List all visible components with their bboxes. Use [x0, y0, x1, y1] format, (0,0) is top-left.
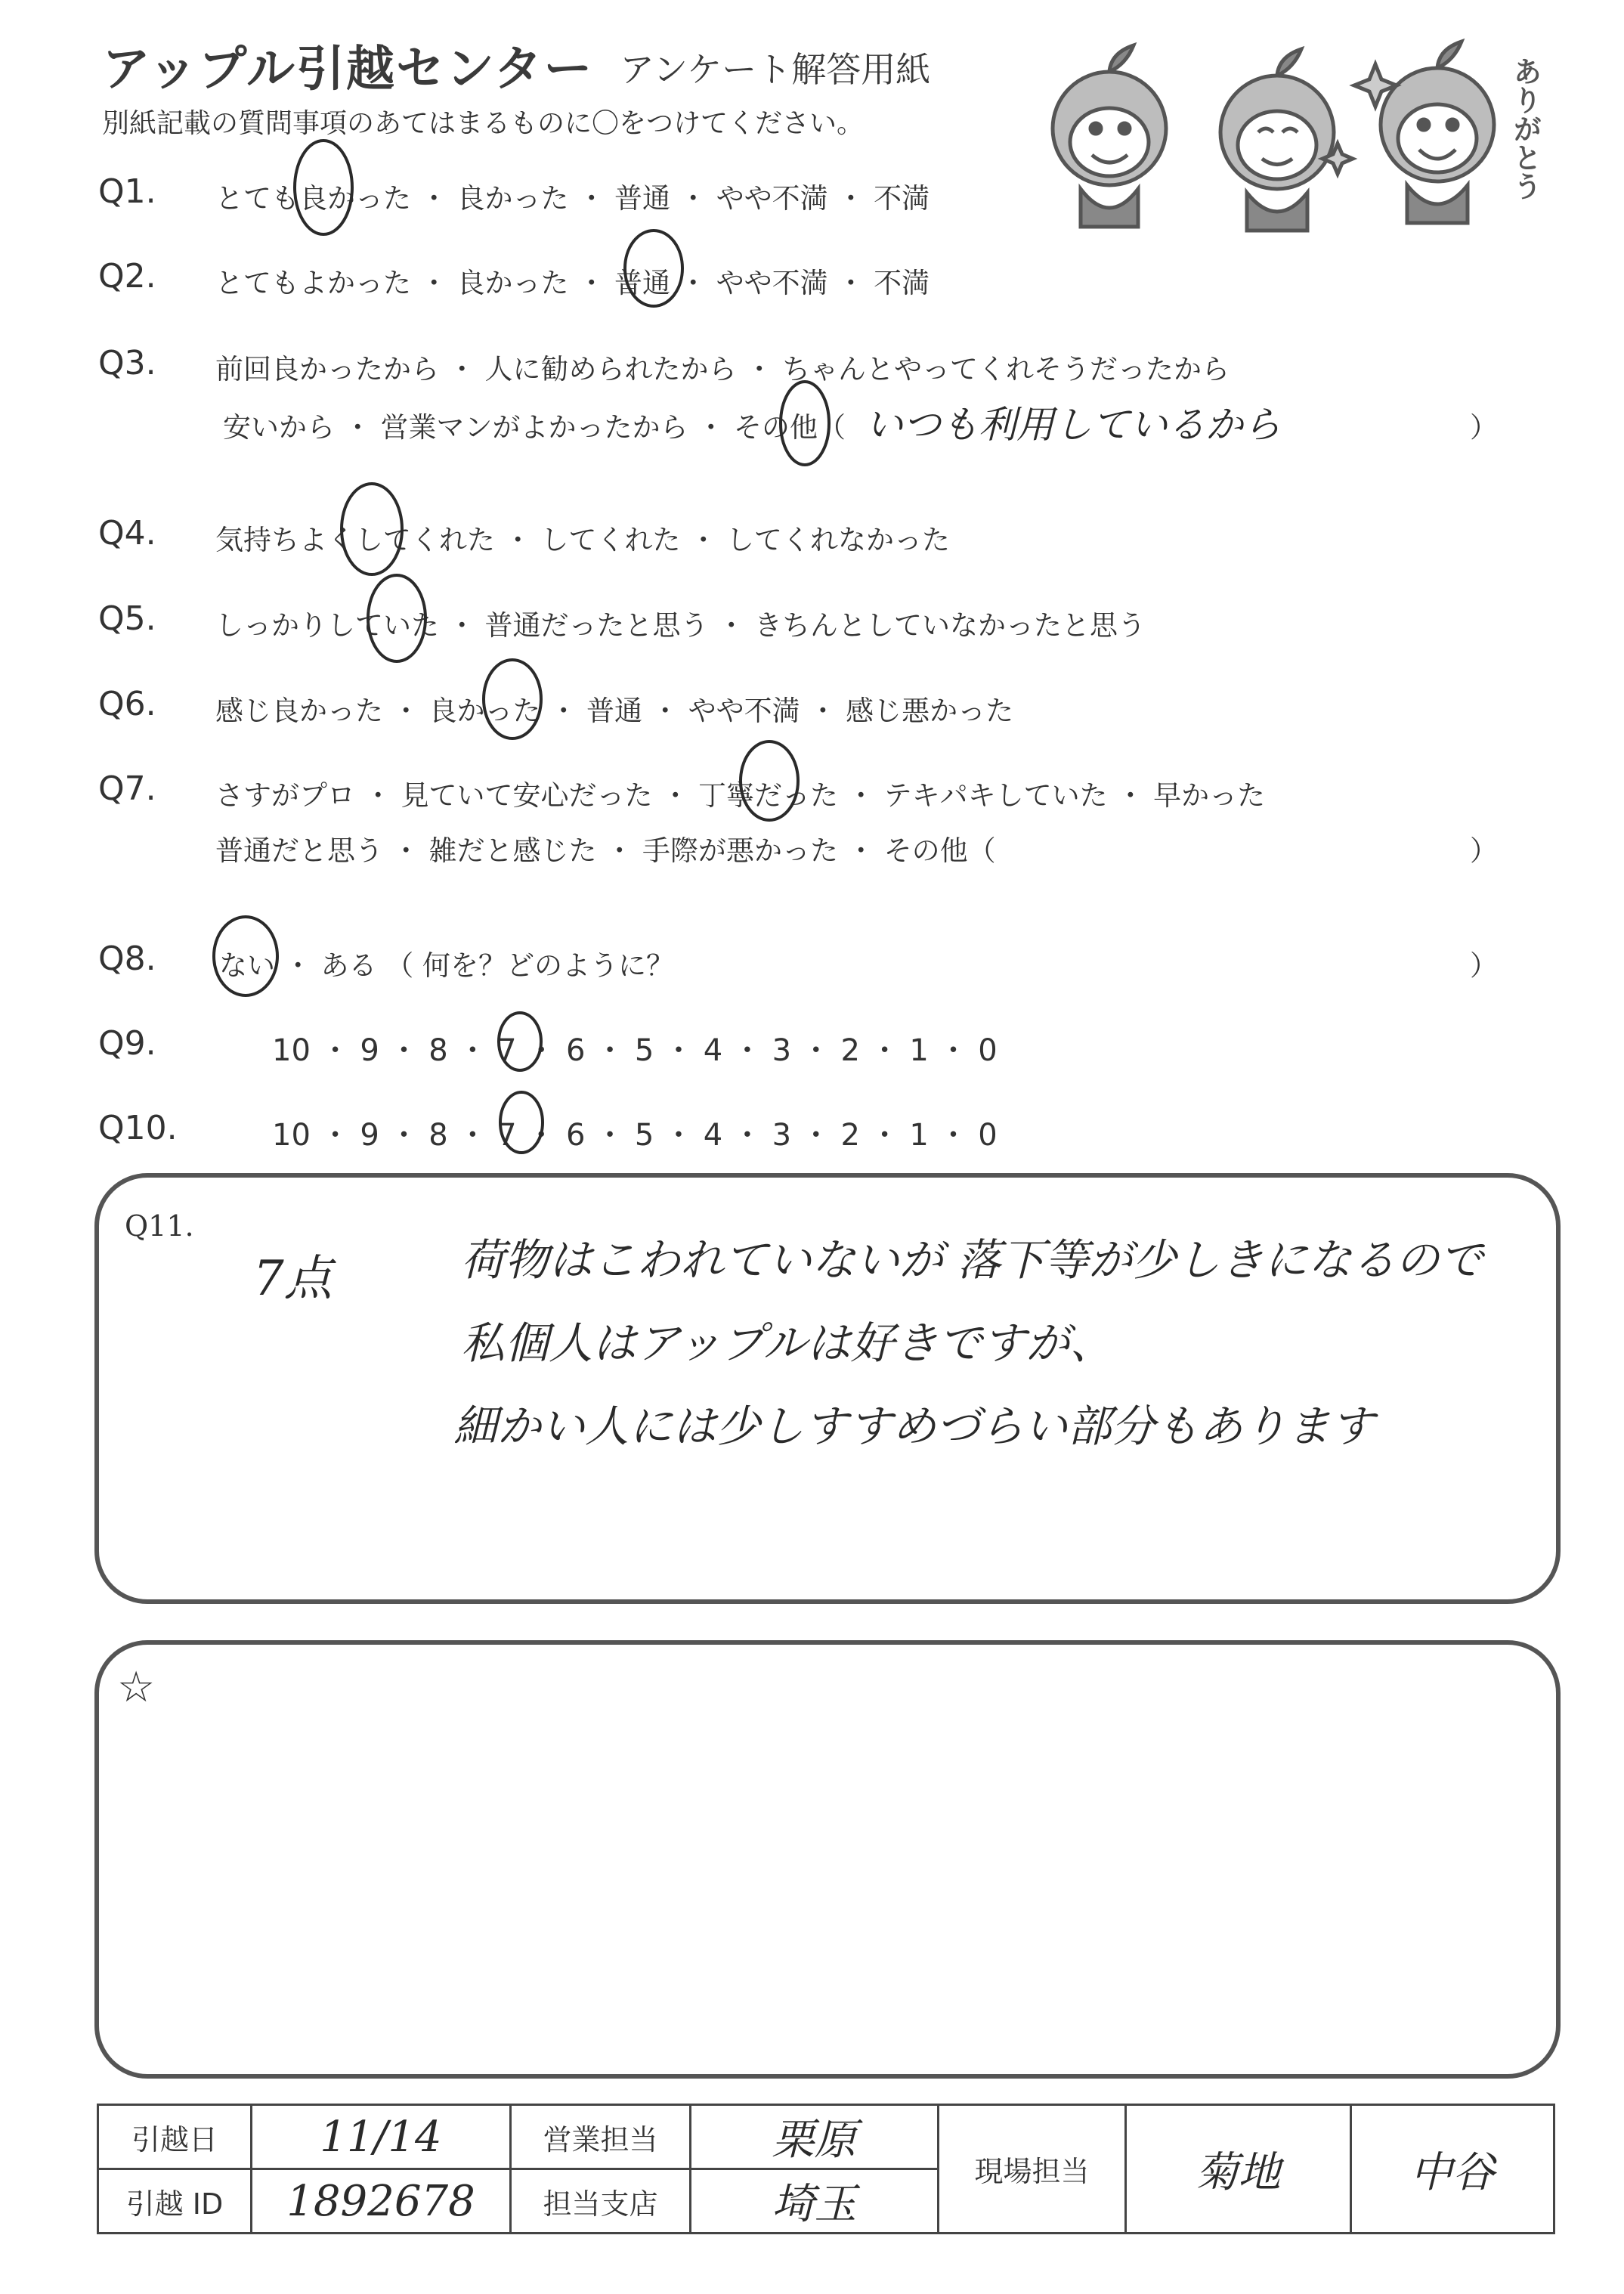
q11-comment-line-1: 荷物はこわれていないが 落下等が少しきになるので [461, 1234, 1483, 1286]
q5-label: Q5. [98, 599, 156, 638]
q8-close-paren: ） [1470, 949, 1498, 982]
q9-selection-circle [499, 1013, 541, 1070]
thanks-text: ありがとう [1508, 57, 1542, 200]
move-id-label: 引越 ID [98, 2169, 252, 2234]
q11-comment-line-3: 細かい人には少しすすめづらい部分もあります [453, 1401, 1375, 1452]
branch-value [691, 2169, 939, 2234]
move-date-label: 引越日 [98, 2105, 252, 2169]
q2-options: とてもよかった ・ 良かった ・ 普通 ・ やや不満 ・ 不満 [215, 267, 930, 299]
q4-selection-circle [342, 484, 402, 574]
footer-info-table [97, 2104, 1555, 2234]
q10-selection-circle [500, 1092, 543, 1153]
move-id-handwritten: 1892678 [286, 2176, 475, 2226]
q2-label: Q2. [98, 257, 156, 296]
q4-label: Q4. [98, 514, 156, 553]
move-date-handwritten: 11/14 [320, 2112, 442, 2162]
q10-label: Q10. [98, 1109, 178, 1147]
field-staff-2-handwritten: 中谷 [1410, 2147, 1495, 2197]
sales-handwritten: 栗原 [772, 2116, 857, 2165]
q3-options-line2: 安いから ・ 営業マンがよかったから ・ その他（ [223, 411, 846, 444]
q6-label: Q6. [98, 685, 156, 723]
q11-comment-line-2: 私個人はアップルは好きですが、 [461, 1317, 1114, 1369]
branch-label: 担当支店 [511, 2169, 691, 2234]
move-date-value [252, 2105, 511, 2169]
q7-close-paren: ） [1470, 834, 1498, 867]
sales-label: 営業担当 [511, 2105, 691, 2169]
q10-scale: 10 ・ 9 ・ 8 ・ 7 ・ 6 ・ 5 ・ 4 ・ 3 ・ 2 ・ 1 ・ 0 [272, 1118, 998, 1153]
q8-label: Q8. [98, 940, 156, 978]
q7-options-line1: さすがプロ ・ 見ていて安心だった ・ 丁寧だった ・ テキパキしていた ・ 早かった [215, 779, 1266, 812]
field-value-2 [1351, 2105, 1554, 2234]
branch-handwritten: 埼玉 [772, 2180, 857, 2229]
q3-label: Q3. [98, 344, 156, 382]
star-comment-box [94, 1640, 1561, 2079]
q4-options: 気持ちよくしてくれた ・ してくれた ・ してくれなかった [215, 524, 951, 556]
instruction-text: 別紙記載の質問事項のあてはまるものに〇をつけてください。 [102, 108, 865, 139]
q7-label: Q7. [98, 769, 156, 808]
star-icon: ☆ [117, 1663, 156, 1712]
sales-value [691, 2105, 939, 2169]
q8-options: ない ・ ある （ 何を？どのように？ [219, 949, 675, 982]
document-title: アップル引越センター [102, 42, 594, 98]
q9-scale: 10 ・ 9 ・ 8 ・ 7 ・ 6 ・ 5 ・ 4 ・ 3 ・ 2 ・ 1 ・ 0 [272, 1033, 998, 1068]
q5-options: しっかりしていた ・ 普通だったと思う ・ きちんとしていなかったと思う [215, 609, 1146, 642]
q2-selection-circle [625, 231, 682, 306]
q7-selection-circle [741, 741, 798, 820]
q7-options-line2: 普通だと思う ・ 雑だと感じた ・ 手際が悪かった ・ その他（ [215, 834, 996, 867]
q1-options: とても良かった ・ 良かった ・ 普通 ・ やや不満 ・ 不満 [215, 182, 930, 215]
q3-handwritten-other: いつも利用しているから [865, 403, 1281, 447]
document-subtitle: アンケート解答用紙 [620, 49, 931, 90]
q6-selection-circle [484, 660, 541, 738]
q11-label: Q11. [125, 1209, 194, 1243]
field-staff-1-handwritten: 菊地 [1196, 2147, 1281, 2197]
q11-margin-note: 7点 [253, 1251, 333, 1307]
q3-selection-circle [781, 382, 829, 465]
q1-selection-circle [295, 141, 352, 234]
q1-label: Q1. [98, 172, 156, 211]
field-value-1 [1126, 2105, 1351, 2234]
q8-selection-circle [214, 917, 277, 995]
q5-selection-circle [368, 575, 425, 661]
q3-close-paren: ） [1470, 411, 1498, 444]
move-id-value [252, 2169, 511, 2234]
q9-label: Q9. [98, 1024, 156, 1063]
field-label: 現場担当 [939, 2105, 1126, 2234]
q3-options-line1: 前回良かったから ・ 人に勧められたから ・ ちゃんとやってくれそうだったから [215, 353, 1230, 385]
q6-options: 感じ良かった ・ 良かった ・ 普通 ・ やや不満 ・ 感じ悪かった [215, 695, 1014, 727]
